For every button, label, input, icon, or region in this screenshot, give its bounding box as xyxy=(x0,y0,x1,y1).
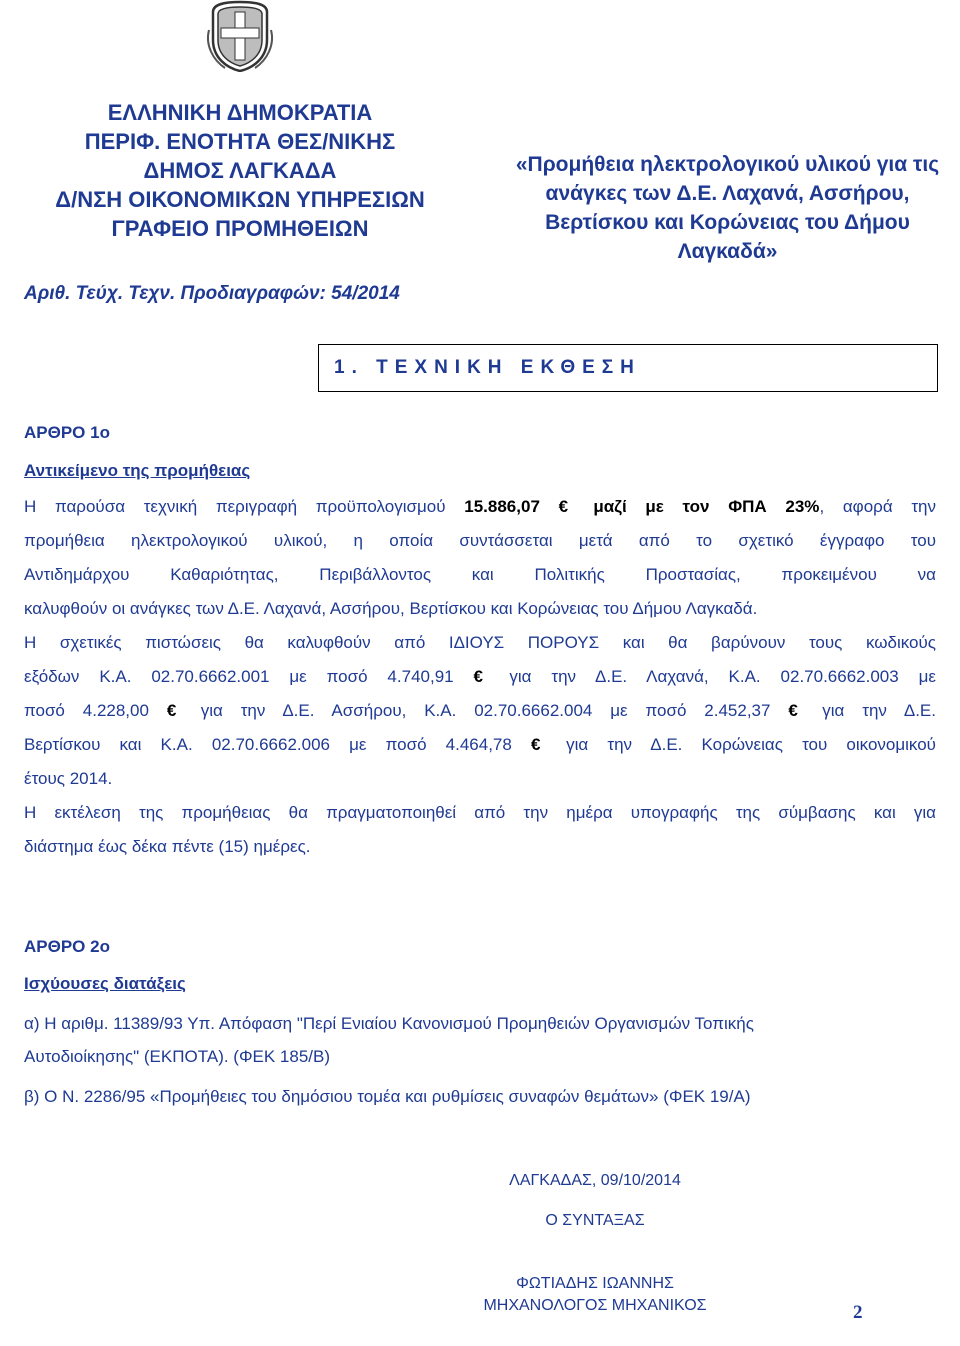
signatory-role: Ο ΣΥΝΤΑΞΑΣ xyxy=(545,1212,645,1229)
budget-amount: 15.886,07 xyxy=(464,497,540,516)
euro-icon: € xyxy=(558,497,569,516)
project-title-line: Βερτίσκου και Κορώνειας του Δήμου xyxy=(545,211,910,234)
paragraph-line: Αντιδημάρχου Καθαριότητας, Περιβάλλοντος και Πολιτικής Προστασίας, προκειμένου να xyxy=(24,565,936,584)
page-number: 2 xyxy=(853,1302,863,1323)
text: για την Δ.Ε. Ασσήρου, Κ.Α. 02.70.6662.004 με ποσό 2.452,37 xyxy=(200,701,771,720)
paragraph-line xyxy=(24,660,936,694)
text: Βερτίσκου και Κ.Α. 02.70.6662.006 με ποσό 4.464,78 xyxy=(24,735,512,754)
paragraph-line: καλυφθούν οι ανάγκες των Δ.Ε. Λαχανά, Ασσήρου, Βερτίσκου και Κορώνειας του Δήμου Λαγκαδά. xyxy=(24,599,758,618)
project-title-line: «Προμήθεια ηλεκτρολογικού υλικού για τις xyxy=(515,153,940,176)
project-title-line: ανάγκες των Δ.Ε. Λαχανά, Ασσήρου, xyxy=(545,182,910,205)
issuer-line: ΕΛΛΗΝΙΚΗ ΔΗΜΟΚΡΑΤΙΑ xyxy=(107,100,373,125)
text: ποσό 4.228,00 xyxy=(24,701,149,720)
paragraph-line xyxy=(24,728,936,762)
text: για την Δ.Ε. Λαχανά, Κ.Α. 02.70.6662.003 με xyxy=(509,667,936,686)
paragraph-line: Η εκτέλεση της προμήθειας θα πραγματοποιηθεί από την ημέρα υπογραφής της σύμβασης και για xyxy=(24,803,936,822)
article-1-title: ΑΡΘΡΟ 1ο xyxy=(24,423,110,442)
signatory-name: ΦΩΤΙΑΔΗΣ ΙΩΑΝΝΗΣ xyxy=(516,1275,674,1292)
text: για την Δ.Ε. xyxy=(822,701,936,720)
place-date: ΛΑΓΚΑΔΑΣ, 09/10/2014 xyxy=(509,1172,681,1189)
project-title xyxy=(490,150,960,266)
article-2-title: ΑΡΘΡΟ 2ο xyxy=(24,937,110,956)
text: εξόδων Κ.Α. 02.70.6662.001 με ποσό 4.740,91 xyxy=(24,667,454,686)
spec-number: Αριθ. Τεύχ. Τεχν. Προδιαγραφών: 54/2014 xyxy=(24,283,400,304)
paragraph-line xyxy=(24,490,936,524)
section-heading: 1. ΤΕΧΝΙΚΗ ΕΚΘΕΣΗ xyxy=(334,357,641,378)
paragraph-line: Η σχετικές πιστώσεις θα καλυφθούν από ΙΔΙΟΥΣ ΠΟΡΟΥΣ και θα βαρύνουν τους κωδικούς xyxy=(24,633,936,652)
euro-icon: € xyxy=(166,701,177,720)
provision-a-line: Αυτοδιοίκησης" (ΕΚΠΟΤΑ). (ΦΕΚ 185/Β) xyxy=(24,1047,331,1066)
issuer-line: Δ/ΝΣΗ ΟΙΚΟΝΟΜΙΚΩΝ ΥΠΗΡΕΣΙΩΝ xyxy=(55,187,425,212)
provision-a-line: α) Η αριθμ. 11389/93 Υπ. Απόφαση "Περί Ενιαίου Κανονισμού Προμηθειών Οργανισμών Τοπικής xyxy=(24,1014,754,1033)
issuer-line: ΠΕΡΙΦ. ΕΝΟΤΗΤΑ ΘΕΣ/ΝΙΚΗΣ xyxy=(84,129,396,154)
vat-note: μαζί με τον ΦΠΑ 23% xyxy=(593,497,820,516)
issuer-line: ΔΗΜΟΣ ΛΑΓΚΑΔΑ xyxy=(143,158,337,183)
article-2-subtitle: Ισχύουσες διατάξεις xyxy=(24,974,186,993)
euro-icon: € xyxy=(530,735,541,754)
paragraph-line: διάστημα έως δέκα πέντε (15) ημέρες. xyxy=(24,837,311,856)
text: Η παρούσα τεχνική περιγραφή προϋπολογισμού xyxy=(24,497,446,516)
euro-icon: € xyxy=(788,701,798,720)
euro-icon: € xyxy=(473,667,483,686)
text: για την Δ.Ε. Κορώνειας του οικονομικού xyxy=(566,735,936,754)
greek-coat-of-arms-emblem xyxy=(205,0,275,72)
text: , αφορά την xyxy=(819,497,937,516)
paragraph-line xyxy=(24,694,936,728)
paragraph-line: έτους 2014. xyxy=(24,769,113,788)
article-1-body xyxy=(24,490,936,864)
issuer-line: ΓΡΑΦΕΙΟ ΠΡΟΜΗΘΕΙΩΝ xyxy=(111,216,369,241)
paragraph-line: προμήθεια ηλεκτρολογικού υλικού, η οποία συντάσσεται μετά από το σχετικό έγγραφο του xyxy=(24,531,936,550)
project-title-line: Λαγκαδά» xyxy=(677,240,778,263)
issuer-header xyxy=(20,98,460,243)
signatory-title: ΜΗΧΑΝΟΛΟΓΟΣ ΜΗΧΑΝΙΚΟΣ xyxy=(483,1297,707,1314)
provision-b-line: β) Ο Ν. 2286/95 «Προμήθειες του δημόσιου τομέα και ρυθμίσεις συναφών θεμάτων» (ΦΕΚ 19/Α) xyxy=(24,1087,751,1106)
article-1-subtitle: Αντικείμενο της προμήθειας xyxy=(24,461,251,480)
